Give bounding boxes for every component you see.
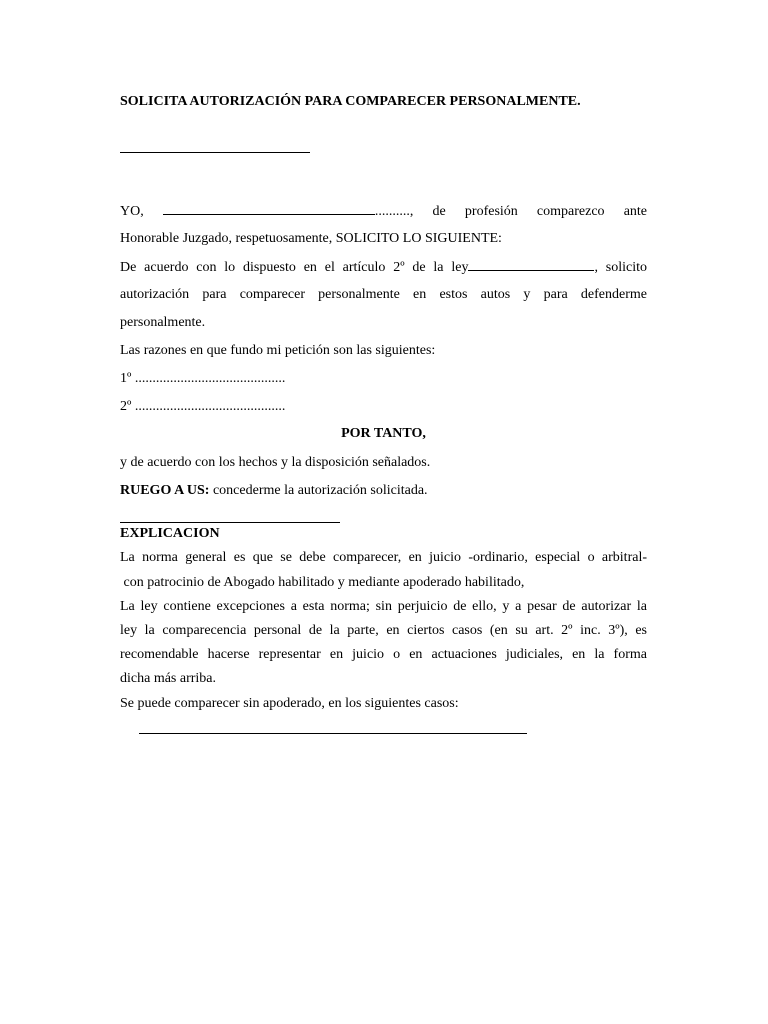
- reasons-intro: Las razones en que fundo mi petición son las siguientes:: [120, 343, 436, 358]
- para1-suffix: , solicito: [594, 260, 647, 275]
- para1-line-2: autorización para comparecer personalmente en estos autos y para defenderme: [120, 287, 647, 302]
- explicacion-line-2: con patrocinio de Abogado habilitado y mediante apoderado habilitado,: [120, 575, 525, 590]
- para1-prefix: De acuerdo con lo dispuesto en el artículo 2º de la ley: [120, 260, 469, 275]
- yo-prefix: YO,: [120, 204, 144, 219]
- para1-line-3: personalmente.: [120, 315, 206, 330]
- ruego-label: RUEGO A US:: [120, 483, 210, 498]
- por-tanto-heading: POR TANTO,: [341, 426, 426, 441]
- explicacion-line-7: Se puede comparecer sin apoderado, en los siguientes casos:: [120, 696, 459, 711]
- ruego-line: [120, 482, 647, 500]
- explicacion-line-5: recomendable hacerse representar en juicio o en actuaciones judiciales, en la forma: [120, 647, 647, 662]
- explicacion-line-1: La norma general es que se debe comparecer, en juicio -ordinario, especial o arbitral-: [120, 550, 647, 565]
- ley-blank: [468, 258, 594, 271]
- reason-2: 2º ...........................................: [120, 399, 286, 414]
- yo-rest: de profesión comparezco ante: [432, 204, 648, 219]
- reason-1: 1º ...........................................: [120, 371, 286, 386]
- yo-line: [120, 202, 647, 221]
- yo-line-2: Honorable Juzgado, respetuosamente, SOLICITO LO SIGUIENTE:: [120, 231, 502, 246]
- ruego-text: concederme la autorización solicitada.: [209, 483, 428, 498]
- name-blank: [163, 202, 375, 215]
- signature-line: [120, 152, 310, 153]
- explicacion-line-6: dicha más arriba.: [120, 671, 217, 686]
- cases-line: [139, 733, 527, 734]
- explicacion-line-3: La ley contiene excepciones a esta norma; sin perjuicio de ello, y a pesar de autorizar la: [120, 599, 647, 614]
- hechos-line: y de acuerdo con los hechos y la disposición señalados.: [120, 455, 431, 470]
- explicacion-heading: EXPLICACION: [120, 526, 220, 541]
- yo-dots: ..........,: [374, 204, 414, 219]
- section-divider: [120, 522, 340, 523]
- explicacion-line-4: ley la comparecencia personal de la parte, en ciertos casos (en su art. 2º inc. 3º), es: [120, 623, 647, 638]
- document-title: SOLICITA AUTORIZACIÓN PARA COMPARECER PERSONALMENTE.: [120, 94, 581, 109]
- para1-line-1: [120, 258, 647, 277]
